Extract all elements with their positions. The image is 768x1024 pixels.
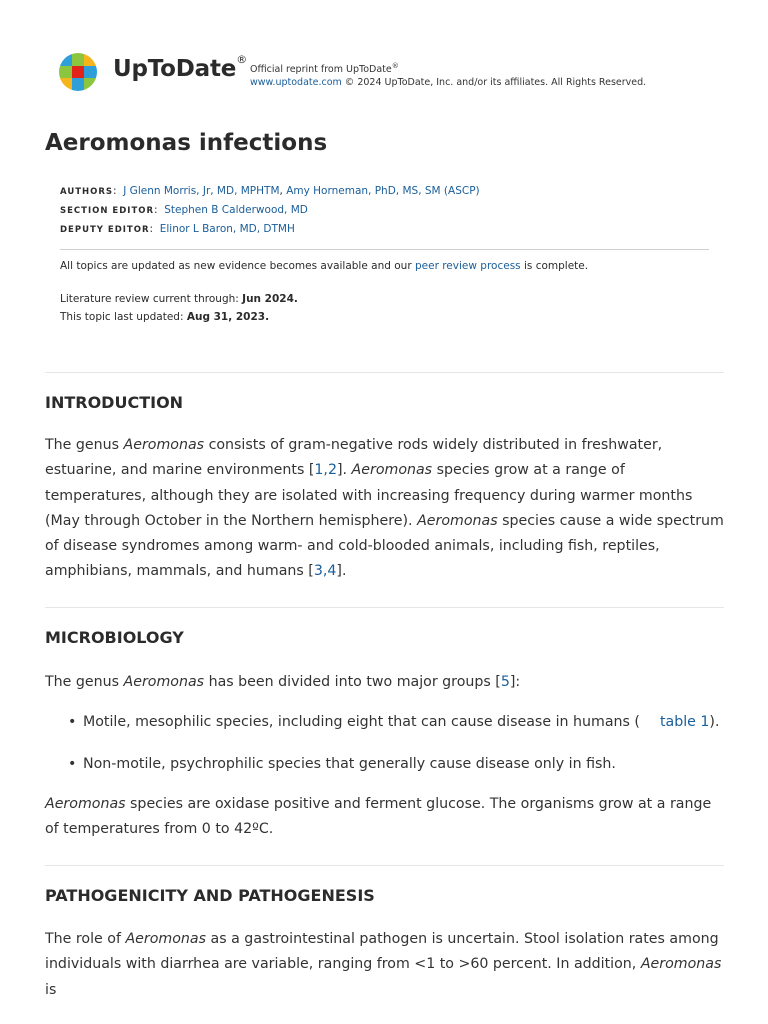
introduction-paragraph: The genus Aeromonas consists of gram-negative rods widely distributed in freshwater, estuarine, and marine environments [1,2]. Aeromonas species grow at a range of temperatures, although they are isolated with increasing frequency during warmer months (May through October in the Northern hemisphere). Aeromonas species cause a wide spectrum of disease syndromes among warm- and cold-blooded animals, including fish, reptiles, amphibians, mammals, and humans [3,4]. (45, 437, 724, 580)
section-heading-microbiology: MICROBIOLOGY (45, 628, 184, 647)
section-heading-introduction: INTRODUCTION (45, 393, 184, 412)
section-divider (45, 372, 724, 373)
reference-link[interactable]: 3,4 (313, 563, 337, 580)
table-1-link[interactable]: table 1 (659, 714, 710, 730)
reprint-header (58, 52, 718, 96)
section-divider (45, 607, 724, 608)
review-dates: Literature review current through: Jun 2024. This topic last updated: Aug 31, 2023. (60, 293, 298, 323)
reference-link[interactable]: 1,2 (314, 462, 337, 479)
brand-name: UpToDate® (113, 53, 247, 82)
microbiology-intro: The genus Aeromonas has been divided into two major groups [5]: (45, 674, 521, 690)
author-link-morris[interactable]: J Glenn Morris, Jr, MD, MPHTM (123, 185, 280, 197)
section-heading-pathogenicity: PATHOGENICITY AND PATHOGENESIS (45, 886, 375, 905)
peer-review-link[interactable]: peer review process (414, 260, 521, 272)
section-divider (45, 865, 724, 866)
update-notice: All topics are updated as new evidence becomes available and our peer review process is complete. (60, 260, 589, 272)
authors-label: AUTHORS (60, 187, 114, 197)
section-editor-link[interactable]: Stephen B Calderwood, MD (164, 204, 308, 216)
deputy-editor-link[interactable]: Elinor L Baron, MD, DTMH (159, 223, 295, 235)
uptodate-link[interactable]: www.uptodate.com (250, 77, 342, 89)
author-link-horneman[interactable]: Amy Horneman, PhD, MS, SM (ASCP) (286, 185, 480, 197)
reprint-notice: Official reprint from UpToDate® www.uptodate.com © 2024 UpToDate, Inc. and/or its affiliates. All Rights Reserved. (250, 62, 647, 89)
divider (60, 249, 709, 250)
page-title: Aeromonas infections (45, 130, 328, 156)
deputy-editor-label: DEPUTY EDITOR (60, 225, 150, 235)
microbiology-paragraph: Aeromonas species are oxidase positive and ferment glucose. The organisms grow at a range of temperatures from 0 to 42ºC. (45, 796, 712, 838)
reference-link[interactable]: 5 (500, 674, 510, 690)
pathogenicity-paragraph: The role of Aeromonas as a gastrointestinal pathogen is uncertain. Stool isolation rates among individuals with diarrhea are variable, ranging from <1 to >60 percent. In addition, Aeromonas is (45, 931, 722, 998)
uptodate-logo (58, 52, 98, 92)
author-block: AUTHORS: J Glenn Morris, Jr, MD, MPHTM, Amy Horneman, PhD, MS, SM (ASCP) SECTION EDITOR: Stephen B Calderwood, MD DEPUTY EDITOR: Elinor L Baron, MD, DTMH (60, 185, 480, 235)
section-editor-label: SECTION EDITOR (60, 206, 155, 216)
